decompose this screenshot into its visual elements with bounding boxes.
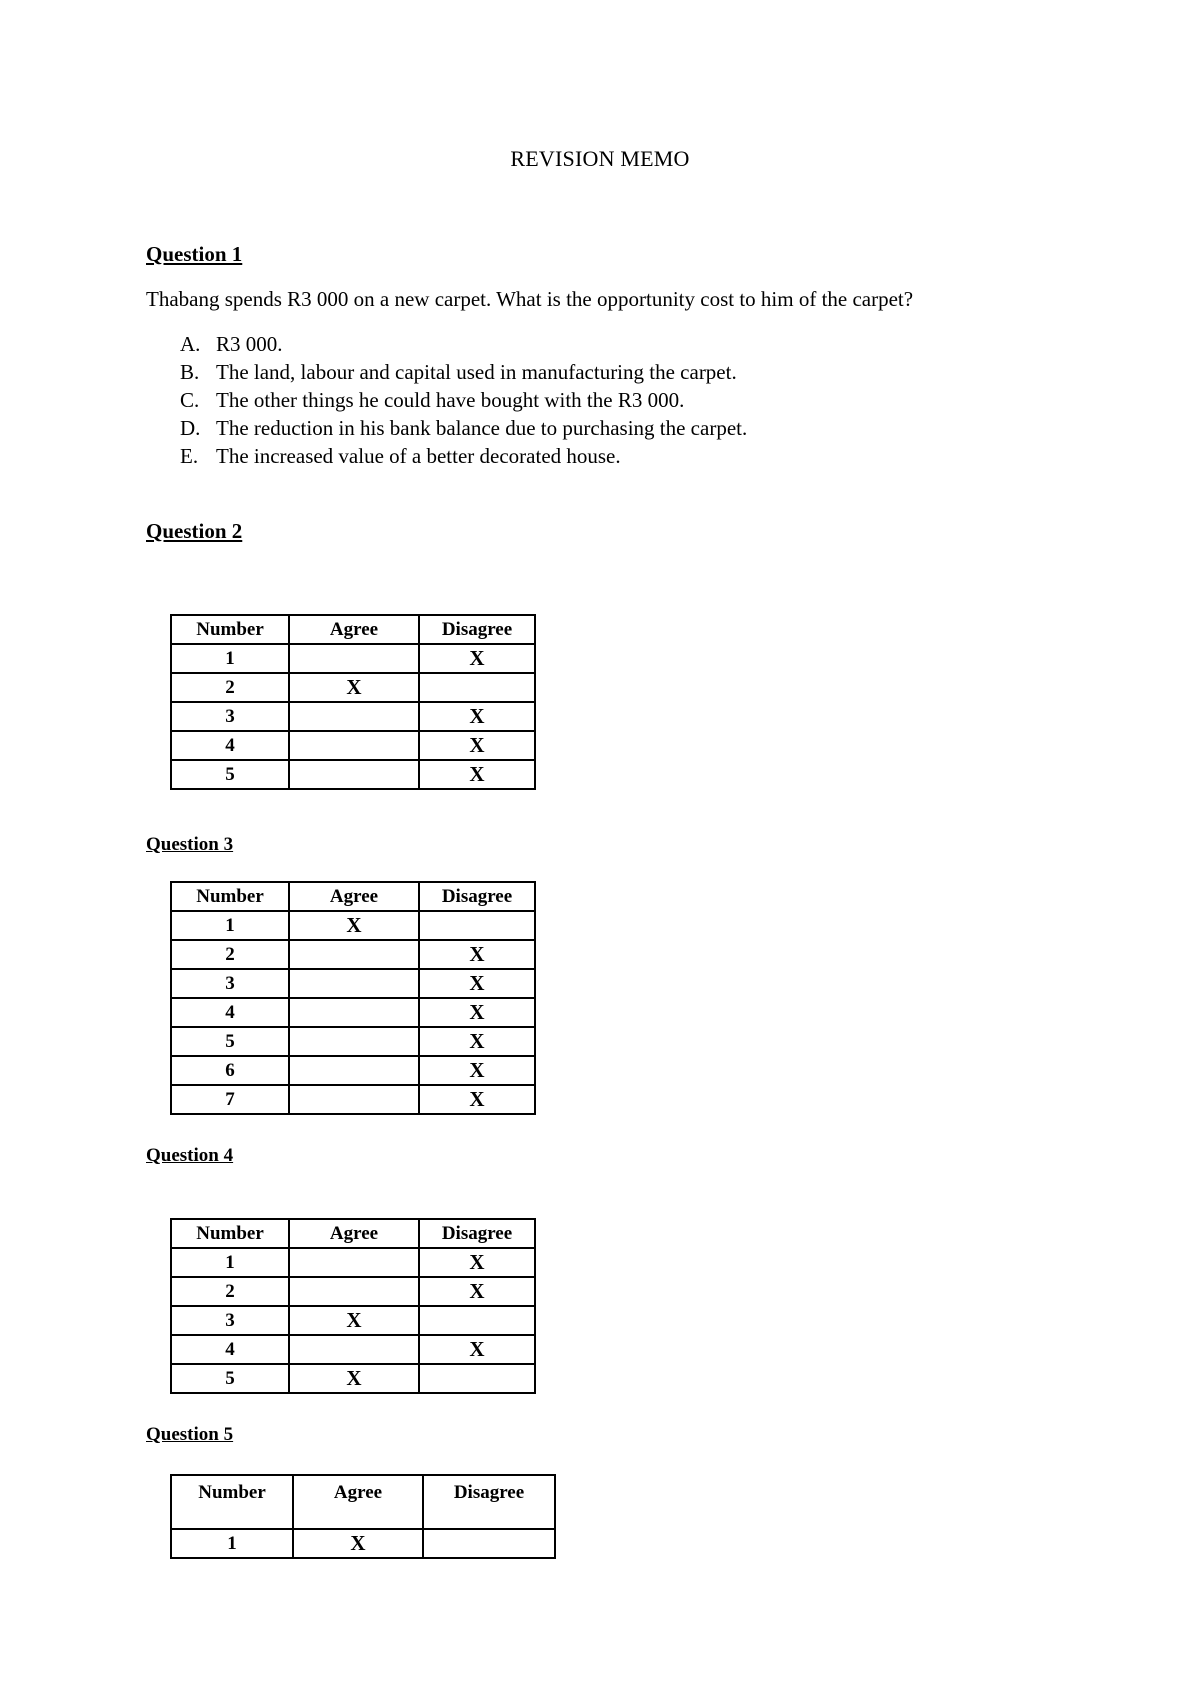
cell-disagree: X	[419, 940, 535, 969]
cell-number: 7	[171, 1085, 289, 1114]
col-header-agree: Agree	[289, 1219, 419, 1248]
option-letter: B.	[180, 360, 200, 384]
cell-disagree: X	[419, 1085, 535, 1114]
option-letter: D.	[180, 416, 201, 440]
option-a	[180, 330, 747, 358]
cell-number: 5	[171, 1027, 289, 1056]
option-b	[180, 358, 747, 386]
col-header-number: Number	[171, 1475, 293, 1529]
col-header-disagree: Disagree	[423, 1475, 555, 1529]
cell-number: 4	[171, 998, 289, 1027]
cell-number: 6	[171, 1056, 289, 1085]
cell-agree	[289, 969, 419, 998]
table-row	[171, 702, 535, 731]
question-2-heading: Question 2	[146, 519, 243, 543]
cell-disagree	[423, 1529, 555, 1558]
cell-agree: X	[289, 911, 419, 940]
table-row	[171, 644, 535, 673]
cell-agree	[289, 998, 419, 1027]
col-header-agree: Agree	[293, 1475, 423, 1529]
cell-number: 2	[171, 673, 289, 702]
cell-disagree: X	[419, 1056, 535, 1085]
question-5-table	[170, 1474, 556, 1559]
option-c-highlighted	[180, 386, 747, 414]
cell-number: 1	[171, 644, 289, 673]
cell-agree	[289, 1027, 419, 1056]
table-row	[171, 731, 535, 760]
cell-disagree: X	[419, 1335, 535, 1364]
cell-disagree	[419, 673, 535, 702]
cell-disagree	[419, 1306, 535, 1335]
col-header-disagree: Disagree	[419, 882, 535, 911]
col-header-number: Number	[171, 1219, 289, 1248]
cell-agree	[289, 1277, 419, 1306]
cell-agree	[289, 702, 419, 731]
col-header-number: Number	[171, 882, 289, 911]
question-4-heading: Question 4	[146, 1145, 234, 1166]
option-text: The increased value of a better decorated house.	[216, 444, 621, 468]
table-row	[171, 969, 535, 998]
cell-number: 2	[171, 1277, 289, 1306]
table-row	[171, 1529, 555, 1558]
table-row	[171, 1306, 535, 1335]
table-row	[171, 911, 535, 940]
cell-number: 1	[171, 911, 289, 940]
table-row	[171, 760, 535, 789]
cell-number: 3	[171, 969, 289, 998]
cell-agree	[289, 1248, 419, 1277]
cell-agree: X	[293, 1529, 423, 1558]
cell-disagree: X	[419, 998, 535, 1027]
col-header-number: Number	[171, 615, 289, 644]
question-3-heading: Question 3	[146, 834, 234, 855]
option-e	[180, 442, 747, 470]
table-row	[171, 1027, 535, 1056]
cell-agree	[289, 940, 419, 969]
cell-number: 2	[171, 940, 289, 969]
cell-disagree: X	[419, 969, 535, 998]
cell-number: 4	[171, 1335, 289, 1364]
cell-number: 1	[171, 1248, 289, 1277]
cell-disagree: X	[419, 644, 535, 673]
table-row	[171, 1085, 535, 1114]
cell-number: 3	[171, 702, 289, 731]
question-1-heading: Question 1	[146, 242, 243, 266]
cell-number: 5	[171, 1364, 289, 1393]
cell-disagree: X	[419, 731, 535, 760]
cell-disagree: X	[419, 1277, 535, 1306]
cell-disagree: X	[419, 1027, 535, 1056]
cell-agree	[289, 644, 419, 673]
cell-agree	[289, 1335, 419, 1364]
cell-number: 4	[171, 731, 289, 760]
cell-disagree	[419, 1364, 535, 1393]
table-row	[171, 1335, 535, 1364]
option-text: The reduction in his bank balance due to purchasing the carpet.	[216, 416, 748, 440]
table-row	[171, 1277, 535, 1306]
cell-agree: X	[289, 673, 419, 702]
cell-agree	[289, 731, 419, 760]
page-title: REVISION MEMO	[510, 146, 690, 171]
option-letter: E.	[180, 444, 199, 468]
cell-agree	[289, 1056, 419, 1085]
question-2-table	[170, 614, 536, 790]
question-1-options	[180, 330, 747, 470]
cell-disagree: X	[419, 702, 535, 731]
option-letter: A.	[180, 332, 201, 356]
option-letter: C.	[180, 388, 200, 412]
table-row	[171, 1364, 535, 1393]
option-text: R3 000.	[216, 332, 283, 356]
cell-agree: X	[289, 1306, 419, 1335]
cell-agree	[289, 1085, 419, 1114]
question-3-table	[170, 881, 536, 1115]
question-4-table	[170, 1218, 536, 1394]
cell-disagree: X	[419, 1248, 535, 1277]
table-row	[171, 673, 535, 702]
col-header-disagree: Disagree	[419, 615, 535, 644]
cell-number: 3	[171, 1306, 289, 1335]
cell-disagree: X	[419, 760, 535, 789]
col-header-disagree: Disagree	[419, 1219, 535, 1248]
table-row	[171, 940, 535, 969]
col-header-agree: Agree	[289, 882, 419, 911]
option-text: The other things he could have bought with the R3 000.	[216, 388, 685, 412]
cell-number: 1	[171, 1529, 293, 1558]
cell-disagree	[419, 911, 535, 940]
table-row	[171, 998, 535, 1027]
table-row	[171, 1056, 535, 1085]
cell-number: 5	[171, 760, 289, 789]
option-d	[180, 414, 747, 442]
question-1-text: Thabang spends R3 000 on a new carpet. What is the opportunity cost to him of the carpet?	[146, 287, 914, 311]
col-header-agree: Agree	[289, 615, 419, 644]
question-5-heading: Question 5	[146, 1424, 234, 1445]
option-text: The land, labour and capital used in manufacturing the carpet.	[216, 360, 737, 384]
cell-agree: X	[289, 1364, 419, 1393]
cell-agree	[289, 760, 419, 789]
table-row	[171, 1248, 535, 1277]
